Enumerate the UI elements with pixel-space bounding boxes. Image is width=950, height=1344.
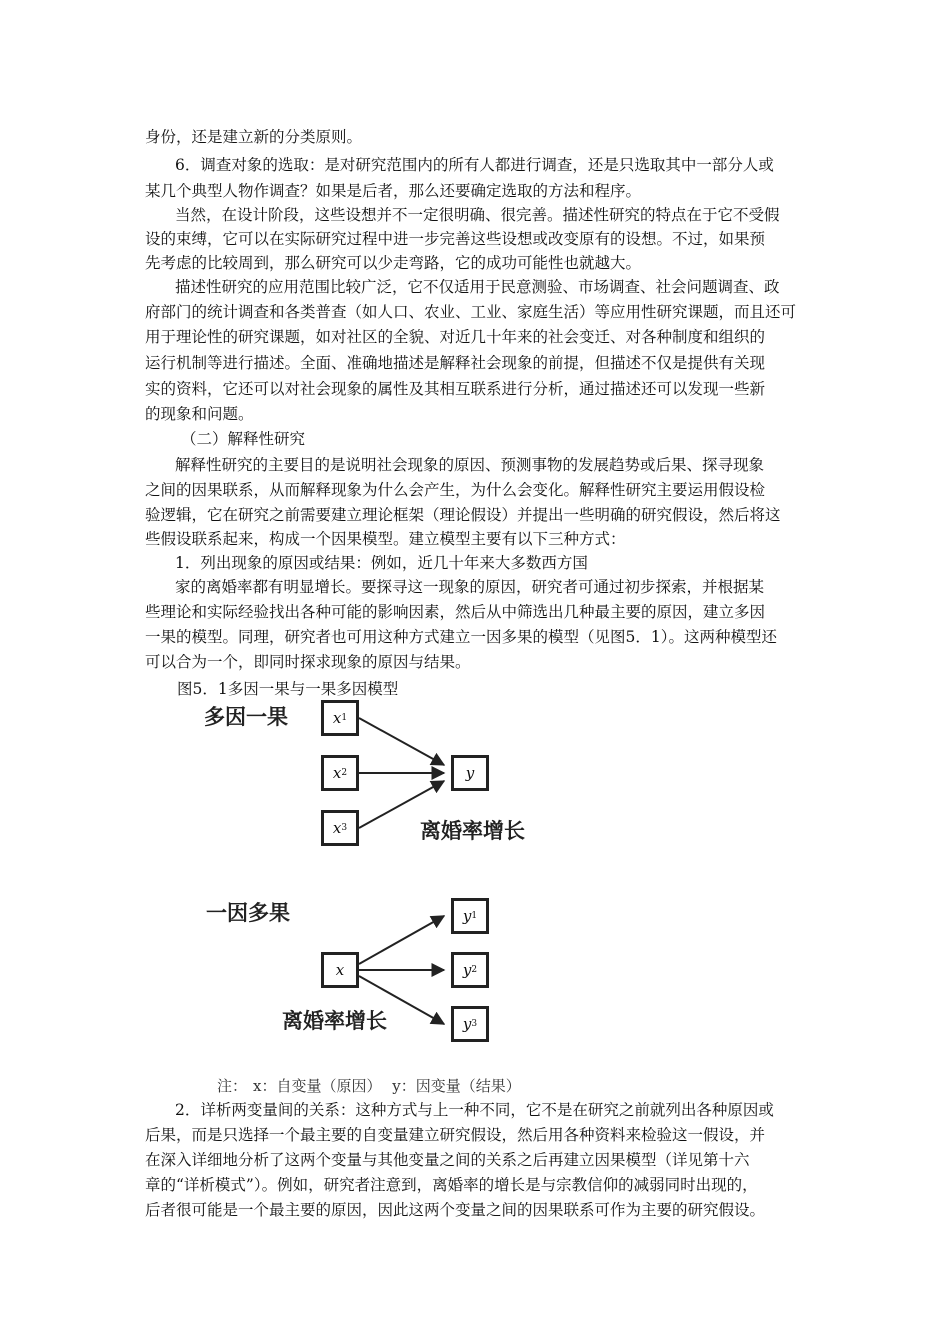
- figure-title: 图5．1多因一果与一果多因模型: [177, 680, 399, 698]
- text-line: 实的资料，它还可以对社会现象的属性及其相互联系进行分析，通过描述还可以发现一些新: [145, 380, 766, 398]
- text-line: 验逻辑，它在研究之前需要建立理论框架（理论假设）并提出一些明确的研究假设，然后将这: [145, 506, 781, 524]
- text-line: 描述性研究的应用范围比较广泛，它不仅适用于民意测验、市场调查、社会问题调查、政: [175, 278, 780, 296]
- cause-node: x 3: [321, 810, 359, 846]
- text-line: 的现象和问题。: [145, 405, 254, 423]
- text-line: 些假设联系起来，构成一个因果模型。建立模型主要有以下三种方式：: [145, 530, 626, 548]
- text-line: 1．列出现象的原因或结果：例如，近几十年来大多数西方国: [175, 554, 588, 572]
- text-line: 用于理论性的研究课题，如对社区的全貌、对近几十年来的社会变迁、对各种制度和组织的: [145, 328, 766, 346]
- text-line: 某几个典型人物作调查？如果是后者，那么还要确定选取的方法和程序。: [145, 182, 642, 200]
- text-line: 设的束缚，它可以在实际研究过程中进一步完善这些设想或改变原有的设想。不过，如果预: [145, 230, 766, 248]
- top-caption: 离婚率增长: [420, 819, 525, 843]
- text-line: 后者很可能是一个最主要的原因，因此这两个变量之间的因果联系可作为主要的研究假设。: [145, 1201, 766, 1219]
- text-line: 当然，在设计阶段，这些设想并不一定很明确、很完善。描述性研究的特点在于它不受假: [175, 206, 780, 224]
- bottom-caption: 离婚率增长: [282, 1009, 387, 1033]
- many-causes-label: 多因一果: [204, 705, 288, 729]
- causal-model-figure: [196, 697, 528, 1069]
- text-line: 后果，而是只选择一个最主要的自变量建立研究假设，然后用各种资料来检验这一假设，并: [145, 1126, 766, 1144]
- arrow-x-y1: [359, 916, 444, 964]
- effect-node: y: [451, 755, 489, 791]
- text-line: 2．详析两变量间的关系：这种方式与上一种不同，它不是在研究之前就列出各种原因或: [175, 1101, 774, 1119]
- text-line: 在深入详细地分析了这两个变量与其他变量之间的关系之后再建立因果模型（详见第十六: [145, 1151, 750, 1169]
- text-line: 章的“详析模式”）。例如，研究者注意到，离婚率的增长是与宗教信仰的减弱同时出现的，: [145, 1176, 758, 1194]
- single-cause-node: x: [321, 952, 359, 988]
- note-x: x：自变量（原因）: [253, 1077, 382, 1095]
- text-line: 可以合为一个，即同时探求现象的原因与结果。: [145, 653, 471, 671]
- text-line: 运行机制等进行描述。全面、准确地描述是解释社会现象的前提，但描述不仅是提供有关现: [145, 354, 766, 372]
- cause-node: x 1: [321, 700, 359, 736]
- effect-node: y 3: [451, 1006, 489, 1042]
- cause-node: x 2: [321, 755, 359, 791]
- figure-note: 注： x：自变量（原因） y：因变量（结果）: [217, 1077, 521, 1095]
- text-line: 6．调查对象的选取：是对研究范围内的所有人都进行调查，还是只选取其中一部分人或: [175, 156, 774, 174]
- effect-node: y 1: [451, 898, 489, 934]
- text-line: 一果的模型。同理，研究者也可用这种方式建立一因多果的模型（见图5．1）。这两种模型还: [145, 628, 777, 646]
- text-line: 解释性研究的主要目的是说明社会现象的原因、预测事物的发展趋势或后果、探寻现象: [175, 456, 765, 474]
- note-y: y：因变量（结果）: [392, 1077, 521, 1095]
- text-line: 先考虑的比较周到，那么研究可以少走弯路，它的成功可能性也就越大。: [145, 254, 642, 272]
- text-line: 之间的因果联系，从而解释现象为什么会产生，为什么会变化。解释性研究主要运用假设检: [145, 481, 766, 499]
- arrow-x1-y: [359, 718, 444, 765]
- section-heading: （二）解释性研究: [181, 430, 306, 448]
- text-line: 些理论和实际经验找出各种可能的影响因素，然后从中筛选出几种最主要的原因，建立多因: [145, 603, 766, 621]
- text-line: 家的离婚率都有明显增长。要探寻这一现象的原因，研究者可通过初步探索，并根据某: [175, 578, 765, 596]
- text-line: 身份，还是建立新的分类原则。: [145, 128, 363, 146]
- many-effects-label: 一因多果: [206, 901, 290, 925]
- effect-node: y 2: [451, 952, 489, 988]
- text-line: 府部门的统计调查和各类普查（如人口、农业、工业、家庭生活）等应用性研究课题，而且还可: [145, 303, 797, 321]
